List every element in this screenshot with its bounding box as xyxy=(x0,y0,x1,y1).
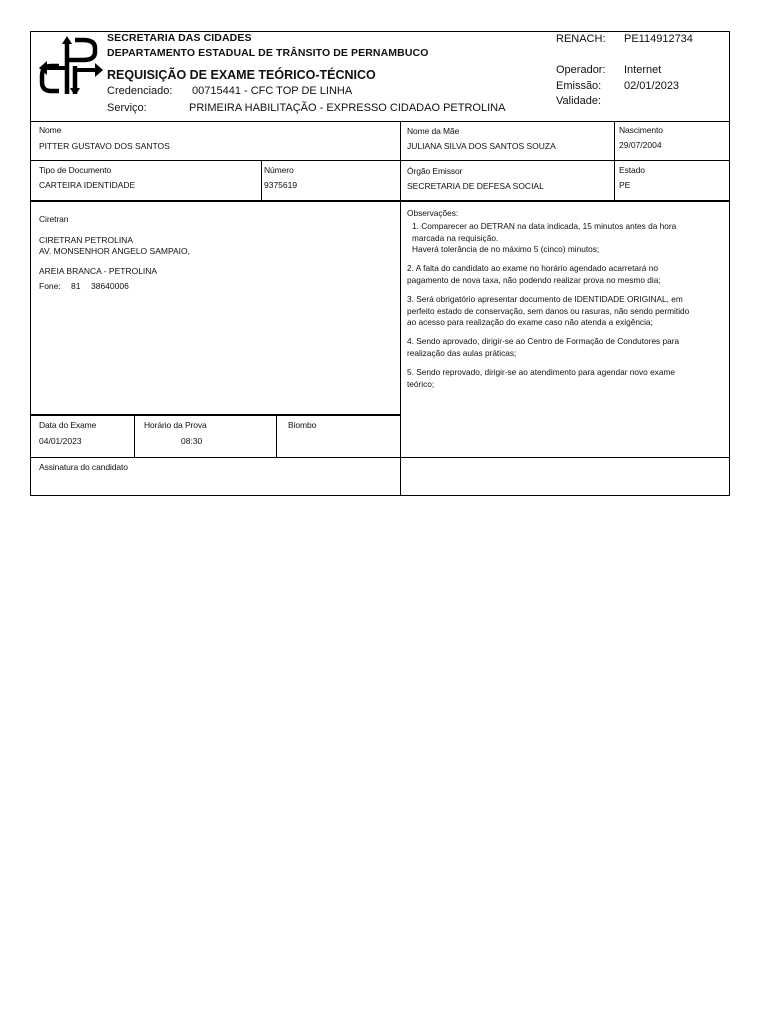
nome-label: Nome xyxy=(39,125,62,135)
tipo-documento-label: Tipo de Documento xyxy=(39,165,112,175)
divider xyxy=(276,415,277,458)
divider xyxy=(261,160,262,201)
obs-item-3: 3. Será obrigatório apresentar documento de IDENTIDADE ORIGINAL, em perfeito estado de conservação, sem danos ou rasuras, não sendo permitido ao acesso para realização do exame caso não atenda a exigência; xyxy=(407,293,690,328)
data-exame-value: 04/01/2023 xyxy=(39,436,82,446)
org-line-secretaria: SECRETARIA DAS CIDADES xyxy=(107,32,252,44)
numero-value: 9375619 xyxy=(264,180,298,190)
ciretran-district: AREIA BRANCA - PETROLINA xyxy=(39,266,158,276)
detran-pe-logo-icon xyxy=(39,36,103,94)
orgao-emissor-label: Órgão Emissor xyxy=(407,166,463,176)
operador-value: Internet xyxy=(624,64,662,76)
nascimento-label: Nascimento xyxy=(619,125,663,135)
divider xyxy=(31,457,729,458)
mae-value: JULIANA SILVA DOS SANTOS SOUZA xyxy=(407,141,556,151)
observacoes-label: Observações: xyxy=(407,208,459,218)
divider xyxy=(400,121,401,496)
observacoes xyxy=(407,208,692,397)
divider xyxy=(31,414,400,416)
divider xyxy=(31,160,729,161)
org-line-detran: DEPARTAMENTO ESTADUAL DE TRÂNSITO DE PERNAMBUCO xyxy=(107,47,429,59)
fone-number: 38640006 xyxy=(91,281,129,291)
renach-label: RENACH: xyxy=(556,33,606,45)
operador-label: Operador: xyxy=(556,64,606,76)
mae-label: Nome da Mãe xyxy=(407,126,460,136)
tipo-documento-value: CARTEIRA IDENTIDADE xyxy=(39,180,136,190)
exam-requisition-form xyxy=(30,31,730,496)
obs-item-5: 5. Sendo reprovado, dirigir-se ao atendimento para agendar novo exame teórico; xyxy=(407,366,675,389)
renach-value: PE114912734 xyxy=(624,33,693,45)
credenciado-value: 00715441 - CFC TOP DE LINHA xyxy=(192,85,353,97)
assinatura-label: Assinatura do candidato xyxy=(39,462,128,472)
obs-item-2: 2. A falta do candidato ao exame no horário agendado acarretará no pagamento de nova taxa, não podendo realizar prova no mesmo dia; xyxy=(407,263,661,285)
ciretran-address: AV. MONSENHOR ANGELO SAMPAIO, xyxy=(39,246,190,256)
orgao-emissor-value: SECRETARIA DE DEFESA SOCIAL xyxy=(407,181,544,191)
fone-label: Fone: xyxy=(39,281,61,291)
horario-prova-label: Horário da Prova xyxy=(144,420,207,430)
data-exame-label: Data do Exame xyxy=(39,420,97,430)
obs-item-1-tolerancia: Haverá tolerância de no máximo 5 (cinco) minutos; xyxy=(412,244,600,255)
numero-label: Número xyxy=(264,165,294,175)
obs-item-1: 1. Comparecer ao DETRAN na data indicada, 15 minutos antes da hora marcada na requisição. xyxy=(412,220,677,243)
divider xyxy=(31,121,729,122)
nome-value: PITTER GUSTAVO DOS SANTOS xyxy=(39,141,170,151)
estado-label: Estado xyxy=(619,165,645,175)
horario-prova-value: 08:30 xyxy=(181,436,203,446)
credenciado-label: Credenciado: xyxy=(107,85,173,97)
divider xyxy=(614,121,615,201)
fone-ddd: 81 xyxy=(71,281,81,291)
biombo-label: Biombo xyxy=(288,420,317,430)
divider xyxy=(31,200,729,202)
estado-value: PE xyxy=(619,180,631,190)
validade-label: Validade: xyxy=(556,95,602,107)
emissao-value: 02/01/2023 xyxy=(624,80,680,92)
nascimento-value: 29/07/2004 xyxy=(619,140,662,150)
obs-item-4: 4. Sendo aprovado, dirigir-se ao Centro de Formação de Condutores para realização das aulas práticas; xyxy=(407,336,680,358)
ciretran-label: Ciretran xyxy=(39,214,69,224)
servico-label: Serviço: xyxy=(107,102,147,114)
divider xyxy=(134,415,135,458)
page-title: REQUISIÇÃO DE EXAME TEÓRICO-TÉCNICO xyxy=(107,68,376,82)
servico-value: PRIMEIRA HABILITAÇÃO - EXPRESSO CIDADAO PETROLINA xyxy=(189,102,506,114)
emissao-label: Emissão: xyxy=(556,80,602,92)
ciretran-name: CIRETRAN PETROLINA xyxy=(39,235,133,245)
